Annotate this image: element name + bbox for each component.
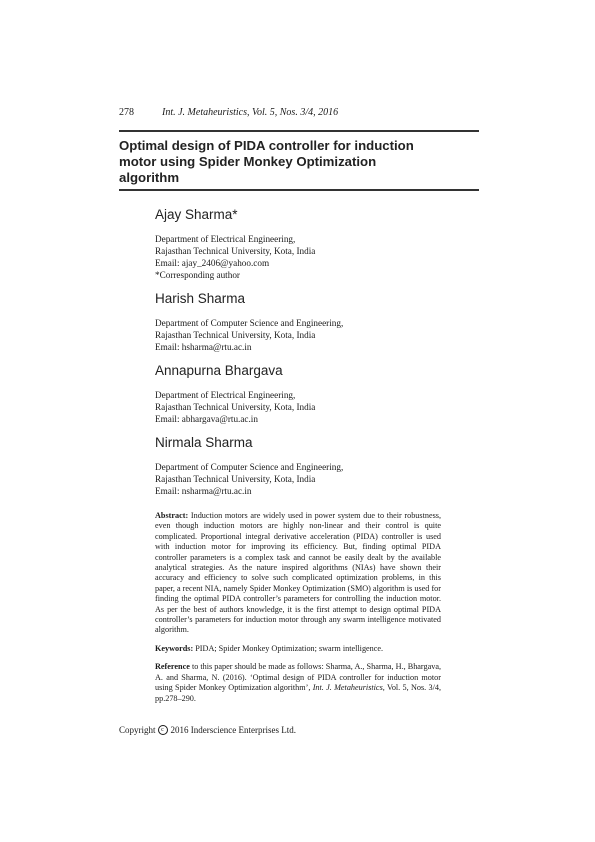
reference-paragraph bbox=[155, 662, 441, 704]
email-line: Email: ajay_2406@yahoo.com bbox=[155, 258, 270, 268]
title-top-rule bbox=[119, 130, 479, 132]
email-line: Email: nsharma@rtu.ac.in bbox=[155, 486, 252, 496]
reference-label: Reference bbox=[155, 662, 190, 672]
abstract-text: Induction motors are widely used in power system due to their robustness, even though induction motors are highly non-linear and their control is quite complicated. Proportional integral derivative acceleration (PIDA) controller is used with induction motor for improving its efficiency. But, finding optimal PIDA controller parameters is a complex task and cannot be easily dealt by the available analytical strategies. As the nature inspired algorithms (NIAs) have shown their accuracy and efficiency to solve such complicated optimization problems, in this paper, a recent NIA, namely Spider Monkey Optimization (SMO) algorithm is used for finding the optimal PIDA controller’s parameters for controlling the induction motor. As per the best of authors knowledge, it is the first attempt to design optimal PIDA controller’s parameters for induction motor through any swarm intelligence motivated algorithm. bbox=[155, 511, 441, 635]
reference-text: to this paper should be made as follows: Sharma, A., Sharma, H., Bhargava, A. and Sharma, N. (2016). ‘Optimal design of PIDA controller for induction motor using Spider Monkey Optimization algorithm’, bbox=[155, 662, 442, 693]
title-line: motor using Spider Monkey Optimization bbox=[119, 154, 377, 169]
author-name: Annapurna Bhargava bbox=[155, 363, 283, 378]
author-block bbox=[155, 434, 455, 497]
author-block bbox=[155, 290, 455, 353]
copyright-prefix: Copyright bbox=[119, 725, 156, 735]
title-line: Optimal design of PIDA controller for induction bbox=[119, 138, 414, 153]
paper-title bbox=[119, 138, 479, 186]
copyright-icon: c bbox=[158, 725, 168, 735]
abstract-section bbox=[155, 511, 441, 712]
abstract-paragraph bbox=[155, 511, 441, 636]
email-line: Email: abhargava@rtu.ac.in bbox=[155, 414, 258, 424]
keywords-text: PIDA; Spider Monkey Optimization; swarm intelligence. bbox=[195, 643, 384, 653]
author-block bbox=[155, 206, 455, 281]
title-bottom-rule bbox=[119, 189, 479, 191]
corresponding-note: *Corresponding author bbox=[155, 270, 240, 280]
reference-journal: Int. J. Metaheuristics bbox=[312, 683, 383, 693]
abstract-label: Abstract: bbox=[155, 511, 189, 520]
affiliation-line: Department of Electrical Engineering, bbox=[155, 390, 296, 400]
page-number: 278 bbox=[119, 107, 134, 118]
author-name: Ajay Sharma* bbox=[155, 207, 238, 222]
affiliation-line: Rajasthan Technical University, Kota, India bbox=[155, 330, 316, 340]
title-line: algorithm bbox=[119, 170, 180, 185]
affiliation-line: Rajasthan Technical University, Kota, India bbox=[155, 474, 316, 484]
affiliation-line: Department of Electrical Engineering, bbox=[155, 234, 296, 244]
author-block bbox=[155, 362, 455, 425]
affiliation-line: Department of Computer Science and Engineering, bbox=[155, 318, 344, 328]
author-name: Harish Sharma bbox=[155, 291, 246, 306]
copyright-notice bbox=[119, 725, 296, 735]
affiliation-line: Department of Computer Science and Engineering, bbox=[155, 462, 344, 472]
author-list bbox=[155, 206, 455, 506]
email-line: Email: hsharma@rtu.ac.in bbox=[155, 342, 252, 352]
copyright-text: 2016 Inderscience Enterprises Ltd. bbox=[170, 725, 296, 735]
affiliation-line: Rajasthan Technical University, Kota, India bbox=[155, 402, 316, 412]
journal-citation: Int. J. Metaheuristics, Vol. 5, Nos. 3/4, 2016 bbox=[162, 107, 339, 118]
author-name: Nirmala Sharma bbox=[155, 435, 253, 450]
keywords-paragraph bbox=[155, 644, 441, 654]
reference-volume: , Vol. 5, Nos. 3/4, pp.278–290. bbox=[155, 683, 441, 703]
keywords-label: Keywords: bbox=[155, 643, 194, 653]
affiliation-line: Rajasthan Technical University, Kota, India bbox=[155, 246, 316, 256]
